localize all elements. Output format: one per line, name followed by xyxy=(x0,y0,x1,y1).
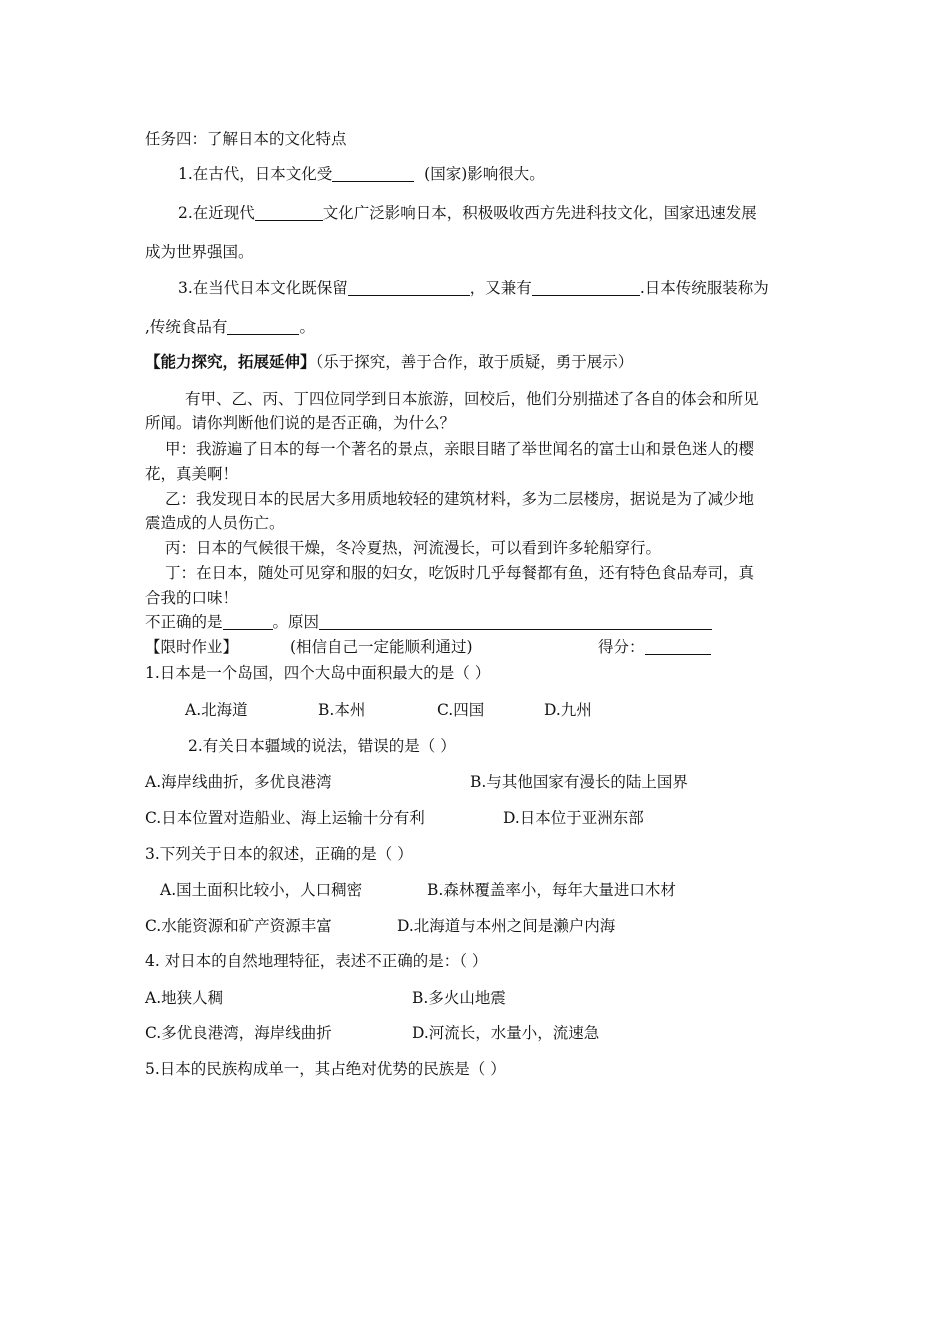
student-ding-line1: 丁：在日本，随处可见穿和服的妇女，吃饭时几乎每餐都有鱼，还有特色食品寿司，真 xyxy=(165,564,755,582)
wrong-label: 不正确的是 xyxy=(145,613,223,631)
answer-blank[interactable] xyxy=(332,165,414,182)
question-2-option-c[interactable]: C.日本位置对造船业、海上运输十分有利 xyxy=(145,809,425,827)
task4-title: 任务四：了解日本的文化特点 xyxy=(145,130,347,148)
question-3-option-a[interactable]: A.国土面积比较小，人口稠密 xyxy=(160,881,363,899)
explore-intro-line1: 有甲、乙、丙、丁四位同学到日本旅游，回校后，他们分别描述了各自的体会和所见 xyxy=(185,390,759,408)
task4-q1 xyxy=(178,163,545,185)
reason-label: 。原因 xyxy=(272,613,320,631)
question-2-stem: 2.有关日本疆域的说法，错误的是（ ） xyxy=(188,737,456,755)
question-3-option-c[interactable]: C.水能资源和矿产资源丰富 xyxy=(145,917,332,935)
question-3-stem: 3.下列关于日本的叙述，正确的是（ ） xyxy=(145,845,413,863)
question-4-option-a[interactable]: A.地狭人稠 xyxy=(145,989,224,1007)
question-5-stem: 5.日本的民族构成单一，其占绝对优势的民族是（ ） xyxy=(145,1060,506,1078)
homework-heading: 【限时作业】 xyxy=(145,638,239,656)
question-2-option-d[interactable]: D.日本位于亚洲东部 xyxy=(503,809,644,827)
student-jia-line2: 花，真美啊！ xyxy=(145,465,239,483)
question-1-option-a[interactable]: A.北海道 xyxy=(185,701,248,719)
question-2-option-a[interactable]: A.海岸线曲折，多优良港湾 xyxy=(145,773,332,791)
score-blank[interactable] xyxy=(645,638,711,655)
task4-q2-text-b: 文化广泛影响日本，积极吸收西方先进科技文化，国家迅速发展 xyxy=(322,204,757,222)
score-line xyxy=(598,636,711,658)
student-ding-line2: 合我的口味！ xyxy=(145,589,239,607)
task4-q1-text-b: (国家)影响很大。 xyxy=(424,165,545,183)
explore-header xyxy=(145,351,633,373)
score-label: 得分： xyxy=(598,638,645,656)
answer-blank[interactable] xyxy=(223,613,273,630)
question-3-option-d[interactable]: D.北海道与本州之间是濑户内海 xyxy=(397,917,616,935)
task4-q3-text-c: .日本传统服装称为 xyxy=(639,279,769,297)
task4-q3-text-b: ，又兼有 xyxy=(469,279,532,297)
task4-q3-text-e: 。 xyxy=(299,318,315,336)
student-jia-line1: 甲：我游遍了日本的每一个著名的景点，亲眼目睹了举世闻名的富士山和景色迷人的樱 xyxy=(165,440,755,458)
student-bing: 丙：日本的气候很干燥，冬冷夏热，河流漫长，可以看到许多轮船穿行。 xyxy=(165,539,662,557)
explore-motto: （乐于探究，善于合作，敢于质疑，勇于展示） xyxy=(315,353,634,371)
question-4-option-c[interactable]: C.多优良港湾，海岸线曲折 xyxy=(145,1024,332,1042)
explore-intro-line2: 所闻。请你判断他们说的是否正确，为什么？ xyxy=(145,414,456,432)
question-1-option-c[interactable]: C.四国 xyxy=(437,701,485,719)
answer-blank[interactable] xyxy=(348,279,470,296)
question-1-option-b[interactable]: B.本州 xyxy=(318,701,366,719)
homework-motto: (相信自己一定能顺利通过) xyxy=(290,638,473,656)
task4-q2-text-a: 2.在近现代 xyxy=(178,204,255,222)
task4-q3 xyxy=(178,277,769,299)
student-yi-line2: 震造成的人员伤亡。 xyxy=(145,514,285,532)
wrong-answer-line xyxy=(145,611,712,633)
question-1-stem: 1.日本是一个岛国，四个大岛中面积最大的是（ ） xyxy=(145,664,491,682)
answer-blank[interactable] xyxy=(227,318,299,335)
question-4-option-b[interactable]: B.多火山地震 xyxy=(412,989,506,1007)
question-1-option-d[interactable]: D.九州 xyxy=(544,701,592,719)
task4-q3-text-d: ,传统食品有 xyxy=(145,318,228,336)
answer-blank[interactable] xyxy=(532,279,640,296)
question-2-option-b[interactable]: B.与其他国家有漫长的陆上国界 xyxy=(470,773,688,791)
task4-q3-continued xyxy=(145,316,315,338)
task4-q2 xyxy=(178,202,757,224)
student-yi-line1: 乙：我发现日本的民居大多用质地较轻的建筑材料，多为二层楼房，据说是为了减少地 xyxy=(165,490,755,508)
explore-heading: 【能力探究，拓展延伸】 xyxy=(145,352,316,371)
question-3-option-b[interactable]: B.森林覆盖率小，每年大量进口木材 xyxy=(427,881,676,899)
task4-q3-text-a: 3.在当代日本文化既保留 xyxy=(178,279,348,297)
task4-q2-continued: 成为世界强国。 xyxy=(145,243,254,261)
reason-blank[interactable] xyxy=(319,613,712,630)
task4-q1-text-a: 1.在古代，日本文化受 xyxy=(178,165,333,183)
answer-blank[interactable] xyxy=(255,204,323,221)
question-4-option-d[interactable]: D.河流长，水量小，流速急 xyxy=(412,1024,600,1042)
question-4-stem: 4. 对日本的自然地理特征，表述不正确的是：（ ） xyxy=(145,952,488,970)
